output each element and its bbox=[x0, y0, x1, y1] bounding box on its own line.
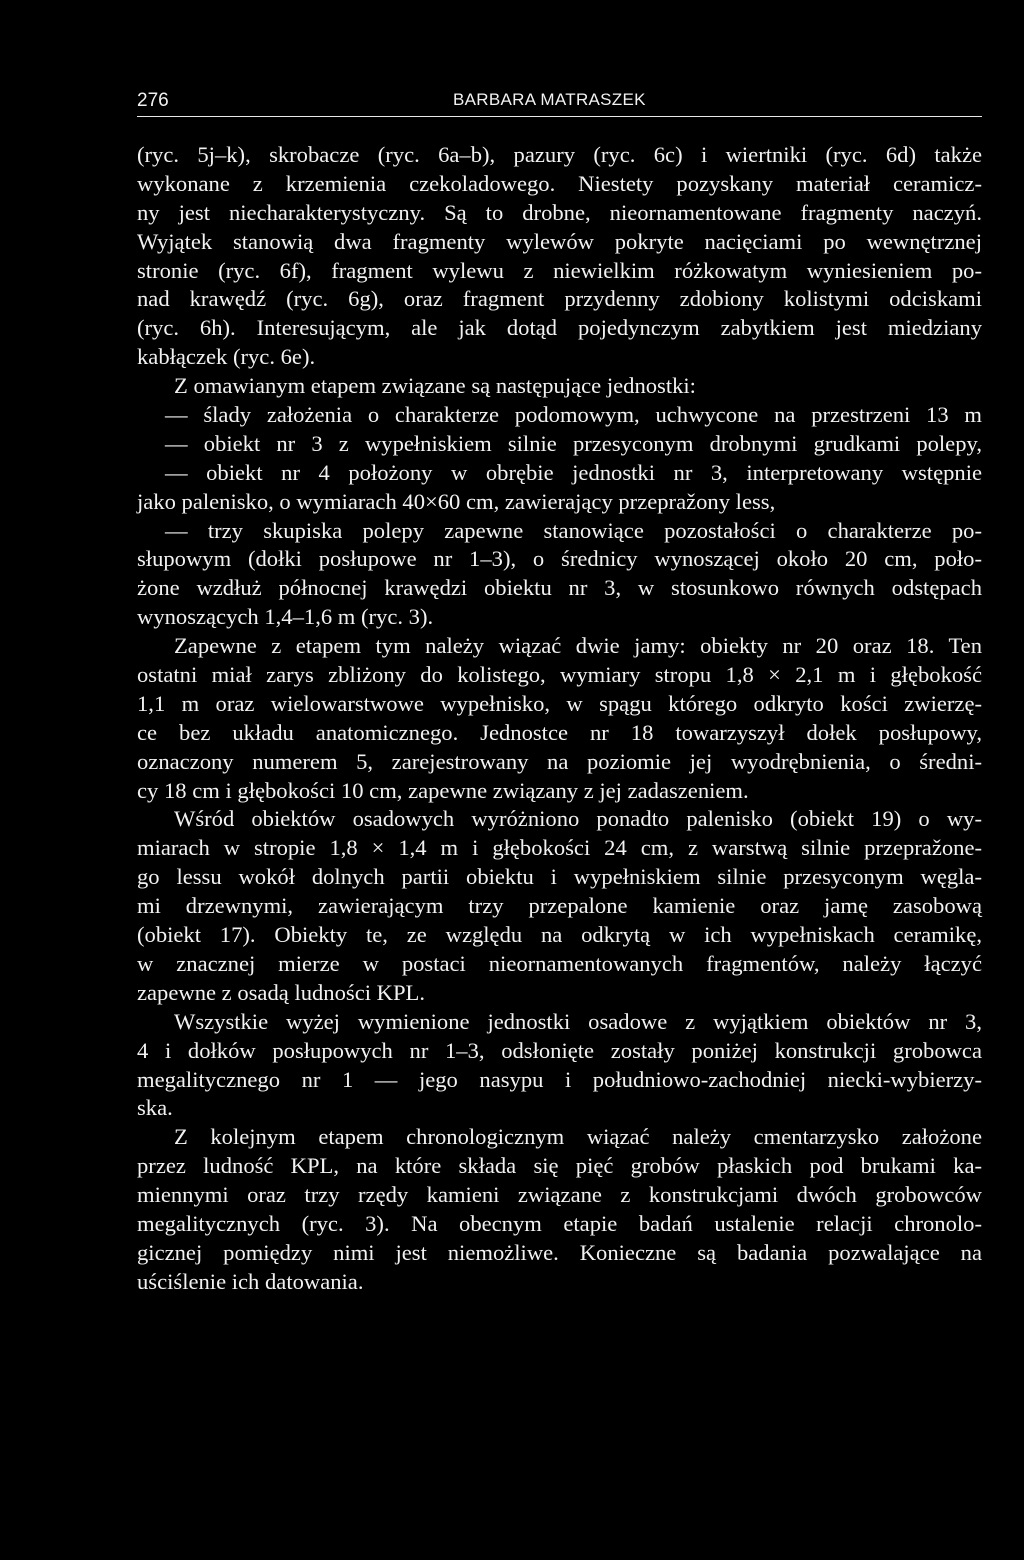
text-line: żone wzdłuż północnej krawędzi obiektu nr 3, w stosunkowo równych odstępach bbox=[137, 575, 982, 601]
text-line: wynoszących 1,4–1,6 m (ryc. 3). bbox=[137, 604, 434, 630]
text-line: (ryc. 5j–k), skrobacze (ryc. 6a–b), pazury (ryc. 6c) i wiertniki (ryc. 6d) także bbox=[137, 142, 982, 167]
paragraph-first-line: Z omawianym etapem związane są następujące jednostki: bbox=[174, 373, 696, 399]
body-text bbox=[137, 141, 982, 1297]
list-item-line: — obiekt nr 3 z wypełniskiem silnie przesyconym drobnymi grudkami polepy, bbox=[165, 430, 982, 456]
page bbox=[137, 84, 982, 1297]
text-line: słupowym (dołki posłupowe nr 1–3), o średnicy wynoszącej około 20 cm, poło- bbox=[137, 546, 982, 572]
paragraph-first-line: Wszystkie wyżej wymienione jednostki osadowe z wyjątkiem obiektów nr 3, bbox=[174, 1008, 982, 1034]
text-line: stronie (ryc. 6f), fragment wylewu z niewielkim różkowatym wyniesieniem po- bbox=[137, 257, 982, 283]
page-number: 276 bbox=[137, 90, 169, 111]
text-line: megalitycznych (ryc. 3). Na obecnym etapie badań ustalenie relacji chronolo- bbox=[137, 1210, 982, 1236]
text-line: 4 i dołków posłupowych nr 1–3, odsłonięte zostały poniżej konstrukcji grobowca bbox=[137, 1037, 982, 1063]
running-head-author: BARBARA MATRASZEK bbox=[453, 90, 646, 109]
text-line: uściślenie ich datowania. bbox=[137, 1268, 364, 1294]
running-head bbox=[137, 84, 982, 114]
list-item-line: — ślady założenia o charakterze podomowym, uchwycone na przestrzeni 13 m bbox=[165, 402, 982, 428]
text-line: (ryc. 6h). Interesującym, ale jak dotąd pojedynczym zabytkiem jest miedziany bbox=[137, 315, 982, 341]
text-line: Wyjątek stanowią dwa fragmenty wylewów pokryte nacięciami po wewnętrznej bbox=[137, 228, 982, 254]
list-item-line: — trzy skupiska polepy zapewne stanowiące pozostałości o charakterze po- bbox=[165, 517, 982, 543]
text-line: kabłączek (ryc. 6e). bbox=[137, 344, 316, 370]
list-item-line: — obiekt nr 4 położony w obrębie jednostki nr 3, interpretowany wstępnie bbox=[165, 459, 982, 485]
text-line: mi drzewnymi, zawierającym trzy przepalone kamienie oraz jamę zasobową bbox=[137, 893, 982, 919]
text-line: w znacznej mierze w postaci nieornamentowanych fragmentów, należy łączyć bbox=[137, 950, 982, 976]
text-line: gicznej pomiędzy nimi jest niemożliwe. Konieczne są badania pozwalające na bbox=[137, 1239, 982, 1265]
paragraph-first-line: Z kolejnym etapem chronologicznym wiązać należy cmentarzysko założone bbox=[174, 1124, 982, 1150]
text-line: zapewne z osadą ludności KPL. bbox=[137, 979, 425, 1005]
header-rule bbox=[137, 116, 982, 117]
text-line: ostatni miał zarys zbliżony do kolistego, wymiary stropu 1,8 × 2,1 m i głębokość bbox=[137, 662, 982, 688]
text-line: wykonane z krzemienia czekoladowego. Niestety pozyskany materiał ceramicz- bbox=[137, 170, 982, 196]
paragraph-first-line: Zapewne z etapem tym należy wiązać dwie jamy: obiekty nr 20 oraz 18. Ten bbox=[174, 633, 982, 659]
text-line: ny jest niecharakterystyczny. Są to drobne, nieornamentowane fragmenty naczyń. bbox=[137, 199, 982, 225]
text-line: ce bez układu anatomicznego. Jednostce nr 18 towarzyszył dołek posłupowy, bbox=[137, 719, 982, 745]
text-line: nad krawędź (ryc. 6g), oraz fragment przydenny zdobiony kolistymi odciskami bbox=[137, 286, 982, 312]
text-line: jako palenisko, o wymiarach 40×60 cm, zawierający przepražony less, bbox=[137, 488, 776, 514]
text-line: go lessu wokół dolnych partii obiektu i wypełniskiem silnie przesyconym węgla- bbox=[137, 864, 982, 890]
text-line: miarach w stropie 1,8 × 1,4 m i głębokości 24 cm, z warstwą silnie przepražone- bbox=[137, 835, 982, 861]
text-line: ska. bbox=[137, 1095, 173, 1121]
text-line: cy 18 cm i głębokości 10 cm, zapewne związany z jej zadaszeniem. bbox=[137, 777, 749, 803]
text-line: (obiekt 17). Obiekty te, ze względu na odkrytą w ich wypełniskach ceramikę, bbox=[137, 922, 982, 948]
text-line: miennymi oraz trzy rzędy kamieni związane z konstrukcjami dwóch grobowców bbox=[137, 1182, 982, 1208]
text-line: oznaczony numerem 5, zarejestrowany na poziomie jej wyodrębnienia, o średni- bbox=[137, 748, 982, 774]
paragraph-first-line: Wśród obiektów osadowych wyróżniono ponadto palenisko (obiekt 19) o wy- bbox=[174, 806, 982, 832]
text-line: megalitycznego nr 1 — jego nasypu i południowo-zachodniej niecki-wybierzy- bbox=[137, 1066, 982, 1092]
text-line: przez ludność KPL, na które składa się pięć grobów płaskich pod brukami ka- bbox=[137, 1153, 982, 1179]
text-line: 1,1 m oraz wielowarstwowe wypełnisko, w spągu którego odkryto kości zwierzę- bbox=[137, 690, 982, 716]
